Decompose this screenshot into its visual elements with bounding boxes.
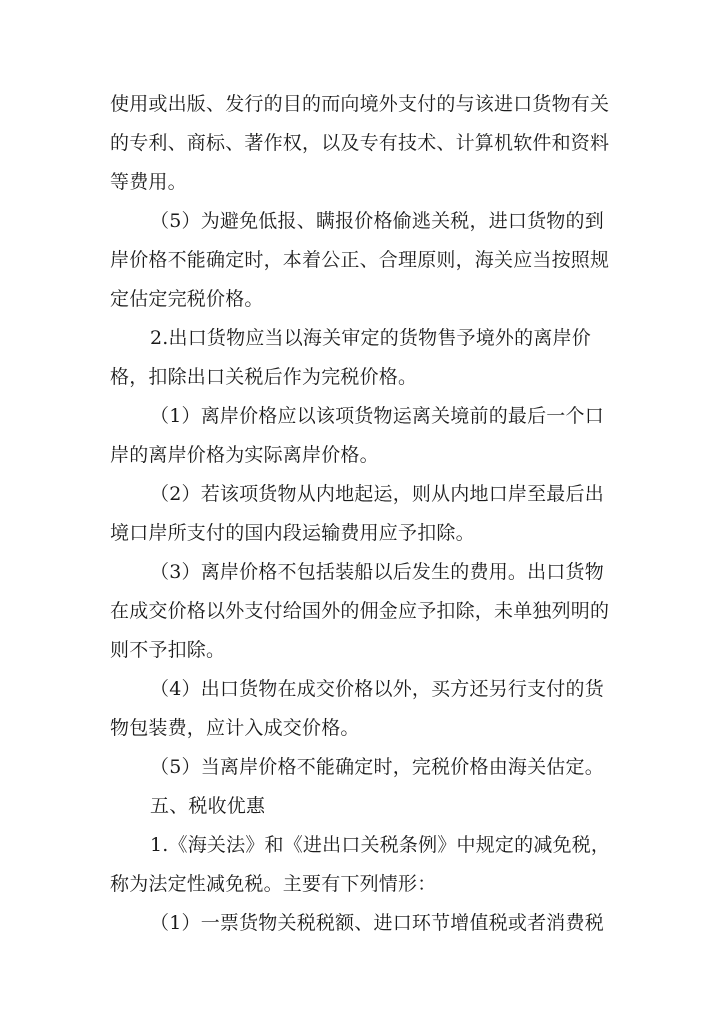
text-line: 使用或出版、发行的目的而向境外支付的与该进口货物有关 [110,93,610,115]
text-line: 则不予扣除。 [110,639,226,661]
text-line: （5）当离岸价格不能确定时，完税价格由海关估定。 [150,756,604,778]
text-line: （2）若该项货物从内地起运，则从内地口岸至最后出 [150,483,604,505]
text-line: 境口岸所支付的国内段运输费用应予扣除。 [110,522,475,544]
text-line: 格，扣除出口关税后作为完税价格。 [110,366,418,388]
text-line: 物包装费，应计入成交价格。 [110,717,360,739]
text-line: （1）离岸价格应以该项货物运离关境前的最后一个口 [150,405,604,427]
text-line: 的专利、商标、著作权，以及专有技术、计算机软件和资料 [110,132,610,154]
text-line: 岸的离岸价格为实际离岸价格。 [110,444,379,466]
text-line: （1）一票货物关税税额、进口环节增值税或者消费税 [150,912,604,934]
text-line: 在成交价格以外支付给国外的佣金应予扣除，未单独列明的 [110,600,610,622]
text-line: （5）为避免低报、瞒报价格偷逃关税，进口货物的到 [150,210,604,232]
text-line: 岸价格不能确定时，本着公正、合理原则，海关应当按照规 [110,249,610,271]
text-line: （4）出口货物在成交价格以外，买方还另行支付的货 [150,678,604,700]
text-line: 等费用。 [110,171,187,193]
text-line: 定估定完税价格。 [110,288,264,310]
text-line: 2.出口货物应当以海关审定的货物售予境外的离岸价 [150,327,591,349]
text-line: 称为法定性减免税。主要有下列情形： [110,873,437,895]
text-line: 1.《海关法》和《进出口关税条例》中规定的减免税， [150,834,611,856]
text-line: （3）离岸价格不包括装船以后发生的费用。出口货物 [150,561,604,583]
section-heading: 五、税收优惠 [150,795,266,817]
